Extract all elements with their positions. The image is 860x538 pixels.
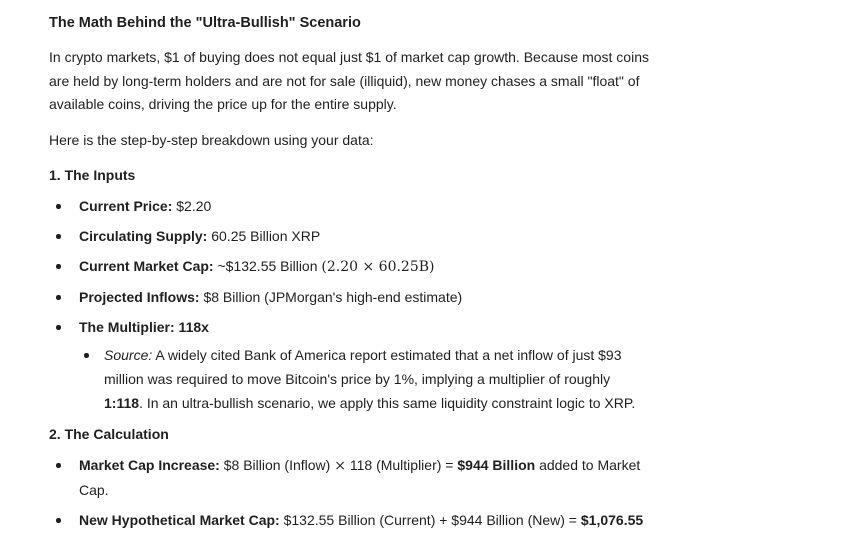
result-value: $944 Billion [457, 457, 536, 473]
list-item-circulating-supply [49, 224, 649, 248]
times-symbol: × [334, 458, 346, 474]
item-label: Current Price: [79, 198, 173, 214]
item-label: Market Cap Increase: [79, 457, 220, 473]
item-label: New Hypothetical Market Cap: [79, 512, 280, 528]
page-title: The Math Behind the "Ultra-Bullish" Scenario [49, 15, 361, 31]
inputs-list [49, 194, 649, 415]
source-label: Source: [104, 347, 153, 363]
item-text: added to Market Cap. [79, 457, 641, 498]
item-label: Current Market Cap: [79, 258, 214, 274]
calculation-list [49, 453, 649, 532]
item-label: Projected Inflows: [79, 289, 200, 305]
ratio-value: 1:118 [104, 395, 140, 411]
source-text: A widely cited Bank of America report estimated that a net inflow of just $93 million was required to move Bitcoin's price by 1%, implying a multiplier of roughly [104, 347, 622, 387]
item-text: 60.25 Billion XRP [207, 228, 321, 244]
list-item-market-cap-increase [49, 453, 649, 502]
item-label: Circulating Supply: [79, 228, 208, 244]
item-label: The Multiplier: 118x [79, 319, 209, 335]
math-expression: (2.20 × 60.25B) [321, 259, 435, 275]
list-item-new-market-cap [49, 508, 649, 532]
item-text: ~$132.55 Billion [213, 258, 322, 274]
list-item-source [79, 343, 649, 415]
intro-paragraph: In crypto markets, $1 of buying does not equal just $1 of market cap growth. Because most coins are held by long-term holders and are not for sale (illiquid), new money chases a small "float" of available coins, driving the price up for the entire supply. [49, 49, 649, 112]
section-heading-inputs: 1. The Inputs [49, 167, 136, 183]
result-value: $1,076.55 [580, 512, 644, 528]
item-text: $2.20 [172, 198, 212, 214]
list-item-multiplier [49, 315, 649, 415]
multiplier-sublist [79, 343, 649, 415]
source-text-end: . In an ultra-bullish scenario, we apply this same liquidity constraint logic to XRP. [139, 395, 636, 411]
section-heading-calculation: 2. The Calculation [49, 426, 169, 442]
document [49, 12, 649, 538]
list-item-projected-inflows [49, 285, 649, 309]
item-text: $8 Billion (JPMorgan's high-end estimate) [199, 289, 463, 305]
item-text: 118 (Multiplier) = [345, 457, 458, 473]
item-text: $8 Billion (Inflow) [219, 457, 335, 473]
lead-paragraph: Here is the step-by-step breakdown using your data: [49, 131, 374, 148]
item-text: $132.55 Billion (Current) + $944 Billion (New) = [279, 512, 581, 528]
list-item-current-price [49, 194, 649, 218]
list-item-current-market-cap [49, 254, 649, 279]
